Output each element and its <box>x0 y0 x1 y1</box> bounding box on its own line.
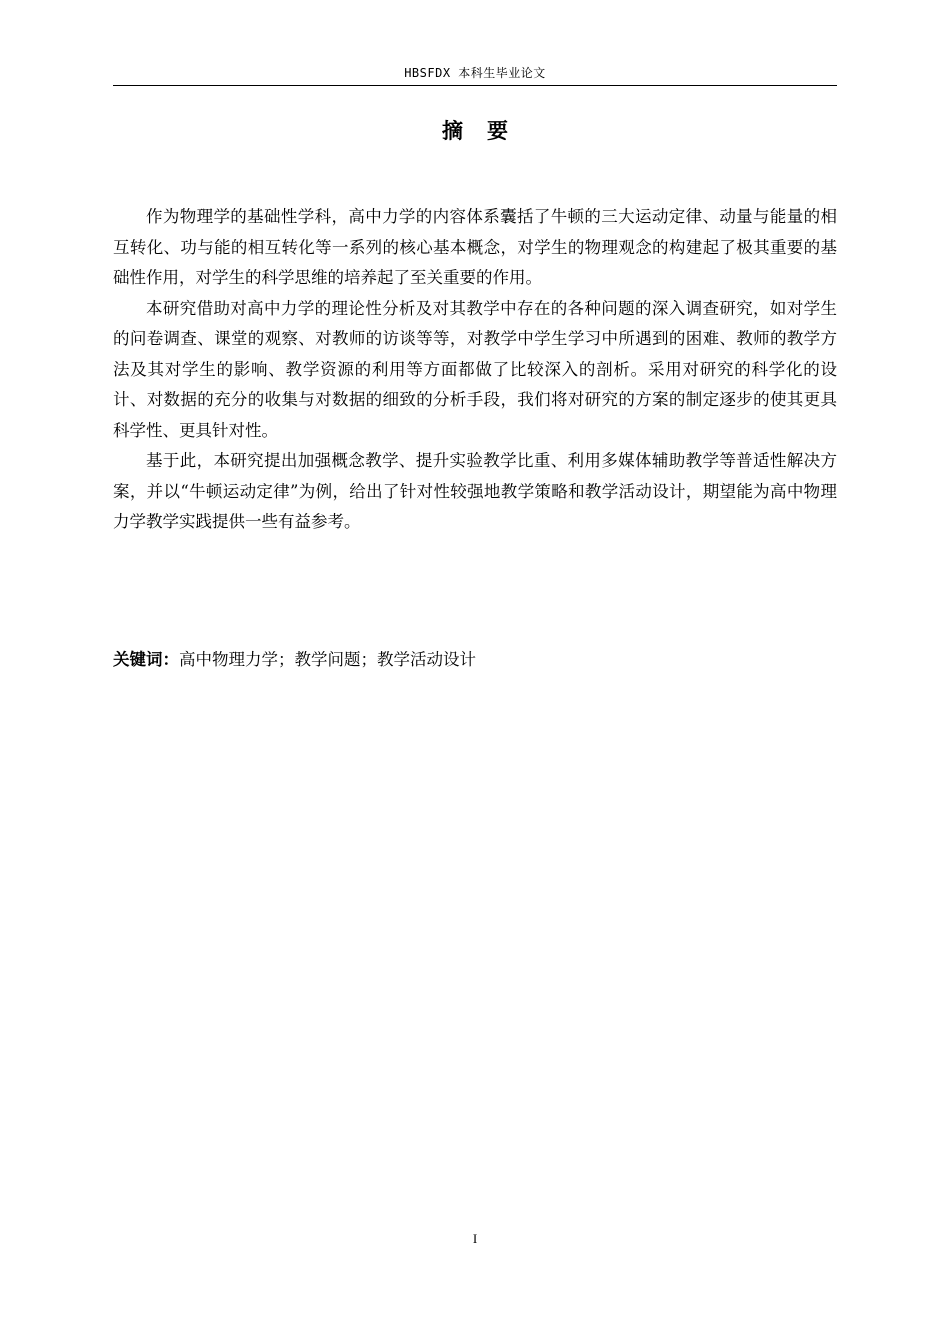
abstract-paragraph-2: 本研究借助对高中力学的理论性分析及对其教学中存在的各种问题的深入调查研究，如对学生的问卷调查、课堂的观察、对教师的访谈等等，对教学中学生学习中所遇到的困难、教师的教学方法及其对学生的影响、教学资源的利用等方面都做了比较深入的剖析。采用对研究的科学化的设计、对数据的充分的收集与对数据的细致的分析手段，我们将对研究的方案的制定逐步的使其更具科学性、更具针对性。 <box>113 298 837 440</box>
running-header: HBSFDX 本科生毕业论文 <box>404 66 546 80</box>
keywords-line <box>113 645 837 675</box>
keywords-value: 高中物理力学；教学问题；教学活动设计 <box>179 650 476 669</box>
page-number: I <box>472 1231 478 1246</box>
keywords-label: 关键词： <box>113 650 179 669</box>
abstract-title: 摘要 <box>442 119 532 143</box>
abstract-paragraph-1: 作为物理学的基础性学科，高中力学的内容体系囊括了牛顿的三大运动定律、动量与能量的相互转化、功与能的相互转化等一系列的核心基本概念，对学生的物理观念的构建起了极其重要的基础性作用，对学生的科学思维的培养起了至关重要的作用。 <box>113 207 837 287</box>
abstract-body <box>113 202 837 538</box>
abstract-paragraph-3: 基于此，本研究提出加强概念教学、提升实验教学比重、利用多媒体辅助教学等普适性解决方案，并以“牛顿运动定律”为例，给出了针对性较强地教学策略和教学活动设计，期望能为高中物理力学教学实践提供一些有益参考。 <box>113 451 837 531</box>
header-rule <box>113 85 837 86</box>
